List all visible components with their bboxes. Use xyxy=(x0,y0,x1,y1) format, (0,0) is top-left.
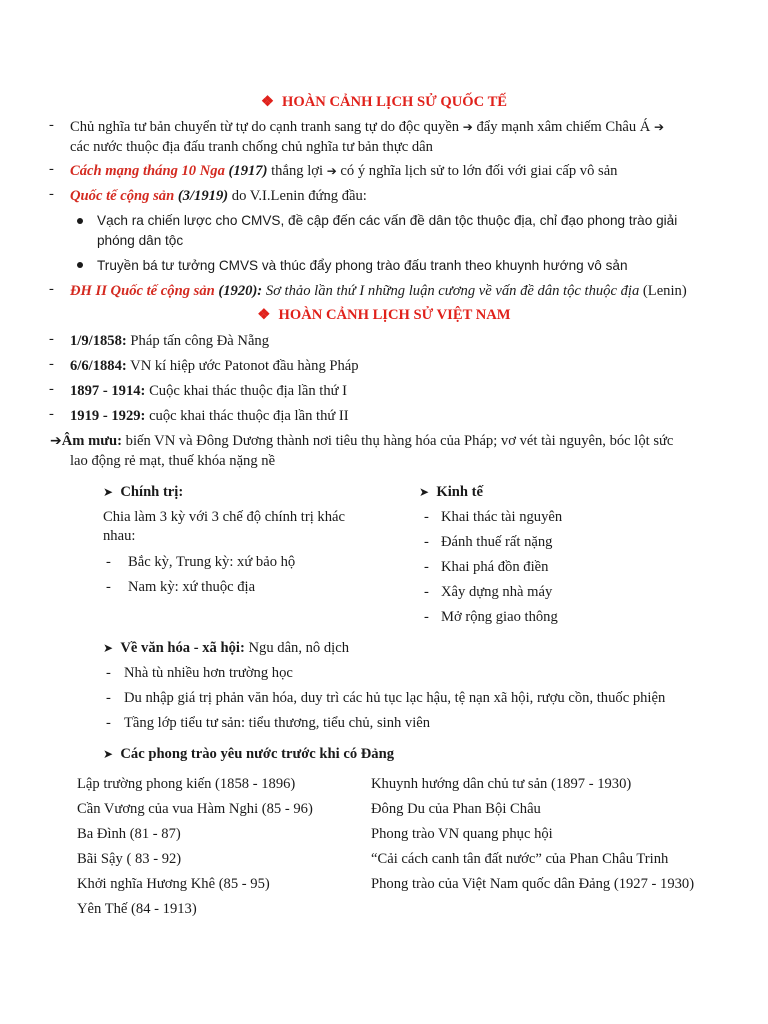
culture-item: Tầng lớp tiểu tư sản: tiểu thương, tiểu chủ, sinh viên xyxy=(124,715,431,731)
plot-line-2: lao động rẻ mạt, thuế khóa nặng nề xyxy=(70,453,276,469)
intl-item-4: ĐH II Quốc tế cộng sản (1920): Sơ thảo lần thứ I những luận cương về vấn đề dân tộc thuộc địa (Lenin) xyxy=(70,283,687,299)
dash-marker: - xyxy=(424,584,429,600)
intl-subitem-1-line-2: phóng dân tộc xyxy=(97,233,184,248)
right-arrow-icon: ➔ xyxy=(326,164,337,178)
movement-item: Bãi Sậy ( 83 - 92) xyxy=(77,851,182,867)
event-item: 1919 - 1929: cuộc khai thác thuộc địa lần thứ II xyxy=(70,408,349,424)
event-item: 1/9/1858: Pháp tấn công Đà Nẵng xyxy=(70,333,270,349)
movements-left-column xyxy=(77,772,313,922)
movement-item: Lập trường phong kiến (1858 - 1896) xyxy=(77,776,296,792)
arrowhead-bullet-icon: ➤ xyxy=(103,485,114,499)
politics-desc-line-1: Chia làm 3 kỳ với 3 chế độ chính trị khác xyxy=(103,509,345,525)
dash-marker: - xyxy=(106,715,111,731)
intl-item-3: Quốc tế cộng sản (3/1919) do V.I.Lenin đứng đầu: xyxy=(70,188,367,204)
event-item: 1897 - 1914: Cuộc khai thác thuộc địa lần thứ I xyxy=(70,383,348,399)
intl-item-1-line-2: các nước thuộc địa đấu tranh chống chủ nghĩa tư bản thực dân xyxy=(70,139,433,155)
arrowhead-bullet-icon: ➤ xyxy=(103,641,114,655)
dash-marker: - xyxy=(424,609,429,625)
politics-desc-line-2: nhau: xyxy=(103,528,136,544)
dash-marker: - xyxy=(49,186,54,202)
politics-item: Nam kỳ: xứ thuộc địa xyxy=(128,579,256,595)
dash-marker: - xyxy=(424,559,429,575)
intl-subitem-2: Truyền bá tư tưởng CMVS và thúc đẩy phong trào đấu tranh theo khuynh hướng vô sản xyxy=(97,258,628,273)
arrowhead-bullet-icon: ➤ xyxy=(419,485,430,499)
economy-title: ➤ Kinh tế xyxy=(419,484,483,500)
diamond-bullet-icon: ❖ xyxy=(257,307,271,323)
economy-item: Khai thác tài nguyên xyxy=(441,509,563,525)
dash-marker: - xyxy=(106,579,111,595)
right-arrow-icon: ➔ xyxy=(654,120,665,134)
event-item: 6/6/1884: VN kí hiệp ước Patonot đầu hàng Pháp xyxy=(70,358,359,374)
right-arrow-icon: ➔ xyxy=(462,120,473,134)
bullet-dot-icon xyxy=(77,262,83,268)
dash-marker: - xyxy=(49,381,54,397)
economy-item: Đánh thuế rất nặng xyxy=(441,534,553,550)
culture-item: Du nhập giá trị phản văn hóa, duy trì các hủ tục lạc hậu, tệ nạn xã hội, rượu cồn, thuốc phiện xyxy=(124,690,666,706)
dash-marker: - xyxy=(106,665,111,681)
plot-line-1: ➔Âm mưu: biến VN và Đông Dương thành nơi tiêu thụ hàng hóa của Pháp; vơ vét tài nguyên, bóc lột sức xyxy=(50,433,674,449)
dash-marker: - xyxy=(49,331,54,347)
heading-international: ❖ HOÀN CẢNH LỊCH SỬ QUỐC TẾ xyxy=(260,94,508,110)
intl-subitem-1-line-1: Vạch ra chiến lược cho CMVS, đề cập đến các vấn đề dân tộc thuộc địa, chỉ đạo phong trào giải xyxy=(97,213,678,228)
dash-marker: - xyxy=(106,554,111,570)
politics-title: ➤ Chính trị: xyxy=(103,484,184,500)
movement-item: Ba Đình (81 - 87) xyxy=(77,826,181,842)
dash-marker: - xyxy=(49,161,54,177)
movement-item: Phong trào của Việt Nam quốc dân Đảng (1927 - 1930) xyxy=(371,876,695,892)
movement-item: Khởi nghĩa Hương Khê (85 - 95) xyxy=(77,876,270,892)
culture-item: Nhà tù nhiều hơn trường học xyxy=(124,665,293,681)
bullet-dot-icon xyxy=(77,218,83,224)
movement-item: Đông Du của Phan Bội Châu xyxy=(371,801,541,817)
dash-marker: - xyxy=(424,509,429,525)
movement-item: Phong trào VN quang phục hội xyxy=(371,826,553,842)
bold-right-arrow-icon: ➔ xyxy=(50,433,62,449)
dash-marker: - xyxy=(49,281,54,297)
movements-right-column xyxy=(371,772,694,897)
dash-marker: - xyxy=(49,406,54,422)
economy-item: Mở rộng giao thông xyxy=(441,609,558,625)
intl-item-1-line-1: Chủ nghĩa tư bản chuyển từ tự do cạnh tranh sang tự do độc quyền ➔ đẩy mạnh xâm chiếm Châu Á ➔ xyxy=(70,119,665,135)
economy-item: Xây dựng nhà máy xyxy=(441,584,553,600)
culture-title: ➤ Về văn hóa - xã hội: Ngu dân, nô dịch xyxy=(103,640,350,656)
heading-vietnam: ❖ HOÀN CẢNH LỊCH SỬ VIỆT NAM xyxy=(257,307,511,323)
dash-marker: - xyxy=(106,690,111,706)
movements-title: ➤ Các phong trào yêu nước trước khi có Đảng xyxy=(103,746,395,762)
arrowhead-bullet-icon: ➤ xyxy=(103,747,114,761)
movement-item: Yên Thế (84 - 1913) xyxy=(77,901,197,917)
dash-marker: - xyxy=(49,117,54,133)
diamond-bullet-icon: ❖ xyxy=(260,94,275,110)
movement-item: “Cải cách canh tân đất nước” của Phan Châu Trinh xyxy=(371,851,669,867)
economy-item: Khai phá đồn điền xyxy=(441,559,549,575)
intl-item-2: Cách mạng tháng 10 Nga (1917) thắng lợi ➔ có ý nghĩa lịch sử to lớn đối với giai cấp vô sản xyxy=(70,163,618,179)
dash-marker: - xyxy=(424,534,429,550)
movement-item: Cần Vương của vua Hàm Nghi (85 - 96) xyxy=(77,801,313,817)
politics-item: Bắc kỳ, Trung kỳ: xứ bảo hộ xyxy=(128,554,296,570)
dash-marker: - xyxy=(49,356,54,372)
movement-item: Khuynh hướng dân chủ tư sản (1897 - 1930) xyxy=(371,776,632,792)
